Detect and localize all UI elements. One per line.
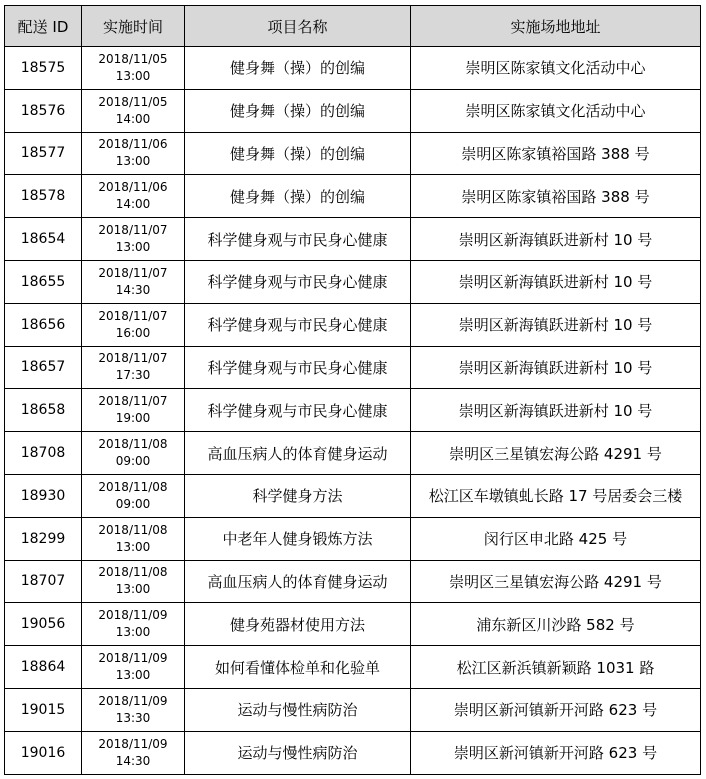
cell-clock: 13:00 bbox=[115, 668, 151, 683]
cell-name: 科学健身观与市民身心健康 bbox=[185, 260, 411, 303]
cell-name: 健身舞（操）的创编 bbox=[185, 89, 411, 132]
cell-name: 健身舞（操）的创编 bbox=[185, 175, 411, 218]
cell-time bbox=[82, 175, 185, 218]
cell-place: 崇明区三星镇宏海公路 4291 号 bbox=[411, 432, 701, 475]
cell-date: 2018/11/07 bbox=[98, 351, 168, 366]
cell-name: 科学健身观与市民身心健康 bbox=[185, 303, 411, 346]
cell-id: 19056 bbox=[5, 603, 82, 646]
table-row bbox=[5, 688, 701, 731]
cell-date: 2018/11/09 bbox=[98, 693, 168, 708]
cell-time bbox=[82, 260, 185, 303]
cell-place: 崇明区三星镇宏海公路 4291 号 bbox=[411, 560, 701, 603]
cell-time bbox=[82, 346, 185, 389]
cell-place: 浦东新区川沙路 582 号 bbox=[411, 603, 701, 646]
cell-date: 2018/11/07 bbox=[98, 265, 168, 280]
cell-id: 18578 bbox=[5, 175, 82, 218]
table-row bbox=[5, 560, 701, 603]
cell-name: 科学健身观与市民身心健康 bbox=[185, 389, 411, 432]
cell-clock: 17:30 bbox=[115, 368, 151, 383]
table-row bbox=[5, 731, 701, 774]
cell-time bbox=[82, 389, 185, 432]
cell-time bbox=[82, 646, 185, 689]
table-row bbox=[5, 303, 701, 346]
cell-date: 2018/11/07 bbox=[98, 308, 168, 323]
cell-clock: 14:30 bbox=[115, 282, 151, 297]
cell-time bbox=[82, 89, 185, 132]
cell-clock: 14:00 bbox=[115, 197, 151, 212]
table-row bbox=[5, 432, 701, 475]
cell-time bbox=[82, 603, 185, 646]
cell-time bbox=[82, 303, 185, 346]
table-row bbox=[5, 603, 701, 646]
table-row bbox=[5, 218, 701, 261]
cell-clock: 13:00 bbox=[115, 240, 151, 255]
cell-id: 18930 bbox=[5, 474, 82, 517]
cell-date: 2018/11/05 bbox=[98, 94, 168, 109]
cell-name: 科学健身方法 bbox=[185, 474, 411, 517]
cell-date: 2018/11/06 bbox=[98, 180, 168, 195]
cell-clock: 13:00 bbox=[115, 68, 151, 83]
cell-time bbox=[82, 132, 185, 175]
cell-clock: 13:00 bbox=[115, 625, 151, 640]
cell-place: 崇明区陈家镇裕国路 388 号 bbox=[411, 175, 701, 218]
cell-time bbox=[82, 688, 185, 731]
cell-place: 松江区新浜镇新颖路 1031 路 bbox=[411, 646, 701, 689]
cell-name: 运动与慢性病防治 bbox=[185, 688, 411, 731]
table-row bbox=[5, 260, 701, 303]
cell-id: 18299 bbox=[5, 517, 82, 560]
cell-time bbox=[82, 560, 185, 603]
cell-clock: 13:00 bbox=[115, 154, 151, 169]
cell-date: 2018/11/05 bbox=[98, 51, 168, 66]
table-row bbox=[5, 474, 701, 517]
cell-date: 2018/11/08 bbox=[98, 437, 168, 452]
cell-name: 运动与慢性病防治 bbox=[185, 731, 411, 774]
header-row bbox=[5, 6, 701, 47]
cell-place: 崇明区新海镇跃进新村 10 号 bbox=[411, 303, 701, 346]
cell-clock: 14:30 bbox=[115, 753, 151, 768]
cell-clock: 13:00 bbox=[115, 582, 151, 597]
cell-id: 18864 bbox=[5, 646, 82, 689]
cell-place: 崇明区新海镇跃进新村 10 号 bbox=[411, 389, 701, 432]
cell-name: 健身舞（操）的创编 bbox=[185, 47, 411, 90]
cell-id: 19016 bbox=[5, 731, 82, 774]
cell-place: 崇明区新海镇跃进新村 10 号 bbox=[411, 218, 701, 261]
table-row bbox=[5, 47, 701, 90]
cell-time bbox=[82, 474, 185, 517]
cell-id: 18577 bbox=[5, 132, 82, 175]
cell-name: 科学健身观与市民身心健康 bbox=[185, 346, 411, 389]
cell-time bbox=[82, 218, 185, 261]
cell-place: 崇明区新河镇新开河路 623 号 bbox=[411, 688, 701, 731]
cell-id: 19015 bbox=[5, 688, 82, 731]
cell-place: 崇明区陈家镇文化活动中心 bbox=[411, 47, 701, 90]
cell-time bbox=[82, 731, 185, 774]
cell-place: 松江区车墩镇虬长路 17 号居委会三楼 bbox=[411, 474, 701, 517]
table-row bbox=[5, 89, 701, 132]
cell-place: 崇明区新河镇新开河路 623 号 bbox=[411, 731, 701, 774]
header-name: 项目名称 bbox=[185, 6, 411, 47]
cell-place: 崇明区新海镇跃进新村 10 号 bbox=[411, 346, 701, 389]
cell-name: 健身舞（操）的创编 bbox=[185, 132, 411, 175]
cell-date: 2018/11/07 bbox=[98, 394, 168, 409]
cell-clock: 16:00 bbox=[115, 325, 151, 340]
cell-name: 中老年人健身锻炼方法 bbox=[185, 517, 411, 560]
cell-id: 18655 bbox=[5, 260, 82, 303]
cell-date: 2018/11/07 bbox=[98, 223, 168, 238]
cell-name: 高血压病人的体育健身运动 bbox=[185, 560, 411, 603]
header-id: 配送 ID bbox=[5, 6, 82, 47]
cell-place: 闵行区申北路 425 号 bbox=[411, 517, 701, 560]
table-row bbox=[5, 646, 701, 689]
cell-id: 18654 bbox=[5, 218, 82, 261]
header-place: 实施场地地址 bbox=[411, 6, 701, 47]
cell-date: 2018/11/06 bbox=[98, 137, 168, 152]
cell-time bbox=[82, 517, 185, 560]
cell-clock: 13:30 bbox=[115, 710, 151, 725]
cell-name: 如何看懂体检单和化验单 bbox=[185, 646, 411, 689]
cell-date: 2018/11/08 bbox=[98, 522, 168, 537]
cell-id: 18575 bbox=[5, 47, 82, 90]
cell-name: 高血压病人的体育健身运动 bbox=[185, 432, 411, 475]
cell-time bbox=[82, 47, 185, 90]
cell-id: 18707 bbox=[5, 560, 82, 603]
table-row bbox=[5, 517, 701, 560]
cell-date: 2018/11/08 bbox=[98, 479, 168, 494]
cell-id: 18708 bbox=[5, 432, 82, 475]
table-row bbox=[5, 175, 701, 218]
cell-clock: 19:00 bbox=[115, 411, 151, 426]
cell-clock: 09:00 bbox=[115, 454, 151, 469]
cell-id: 18658 bbox=[5, 389, 82, 432]
cell-id: 18657 bbox=[5, 346, 82, 389]
header-time: 实施时间 bbox=[82, 6, 185, 47]
cell-name: 健身苑器材使用方法 bbox=[185, 603, 411, 646]
cell-time bbox=[82, 432, 185, 475]
table-row bbox=[5, 346, 701, 389]
schedule-sheet bbox=[4, 5, 700, 774]
cell-date: 2018/11/08 bbox=[98, 565, 168, 580]
cell-id: 18656 bbox=[5, 303, 82, 346]
cell-place: 崇明区陈家镇裕国路 388 号 bbox=[411, 132, 701, 175]
cell-place: 崇明区陈家镇文化活动中心 bbox=[411, 89, 701, 132]
table-row bbox=[5, 389, 701, 432]
cell-date: 2018/11/09 bbox=[98, 651, 168, 666]
cell-name: 科学健身观与市民身心健康 bbox=[185, 218, 411, 261]
schedule-table bbox=[4, 5, 701, 775]
table-row bbox=[5, 132, 701, 175]
cell-place: 崇明区新海镇跃进新村 10 号 bbox=[411, 260, 701, 303]
cell-clock: 14:00 bbox=[115, 111, 151, 126]
cell-id: 18576 bbox=[5, 89, 82, 132]
cell-date: 2018/11/09 bbox=[98, 736, 168, 751]
cell-date: 2018/11/09 bbox=[98, 608, 168, 623]
cell-clock: 13:00 bbox=[115, 539, 151, 554]
cell-clock: 09:00 bbox=[115, 496, 151, 511]
